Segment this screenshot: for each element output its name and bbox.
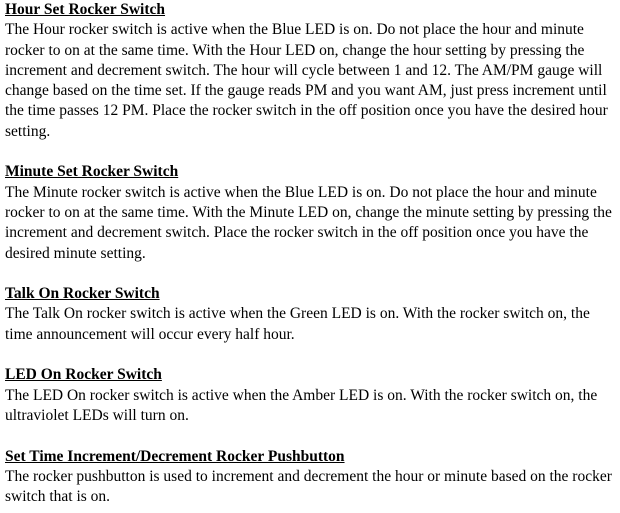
- section-talk-on-rocker-switch: [5, 284, 614, 345]
- section-heading: LED On Rocker Switch: [5, 366, 162, 384]
- section-body: The Hour rocker switch is active when the Blue LED is on. Do not place the hour and minute rocker to on at the same time. With the Hour LED on, change the hour setting by pressing the increment and decrement switch. The hour will cycle between 1 and 12. The AM/PM gauge will change based on the time set. If the gauge reads PM and you want AM, just press increment until the time passes 12 PM. Place the rocker switch in the off position once you have the desired hour setting.: [5, 21, 608, 140]
- section-body: The Minute rocker switch is active when the Blue LED is on. Do not place the hour and minute rocker to on at the same time. With the Minute LED on, change the minute setting by pressing the increment and decrement switch. Place the rocker switch in the off position once you have the desired minute setting.: [5, 183, 612, 262]
- section-heading: Minute Set Rocker Switch: [5, 163, 179, 181]
- section-set-time-rocker-pushbutton: [5, 447, 614, 508]
- section-body: The LED On rocker switch is active when the Amber LED is on. With the rocker switch on, the ultraviolet LEDs will turn on.: [5, 386, 598, 424]
- section-led-on-rocker-switch: [5, 365, 614, 426]
- section-hour-set-rocker-switch: [5, 0, 614, 142]
- section-body: The rocker pushbutton is used to increment and decrement the hour or minute based on the rocker switch that is on.: [5, 467, 612, 506]
- section-heading: Hour Set Rocker Switch: [5, 1, 166, 18]
- section-heading: Set Time Increment/Decrement Rocker Pushbutton: [5, 447, 345, 465]
- section-minute-set-rocker-switch: [5, 162, 614, 263]
- section-body: The Talk On rocker switch is active when the Green LED is on. With the rocker switch on, the time announcement will occur every half hour.: [5, 305, 590, 343]
- section-heading: Talk On Rocker Switch: [5, 285, 160, 303]
